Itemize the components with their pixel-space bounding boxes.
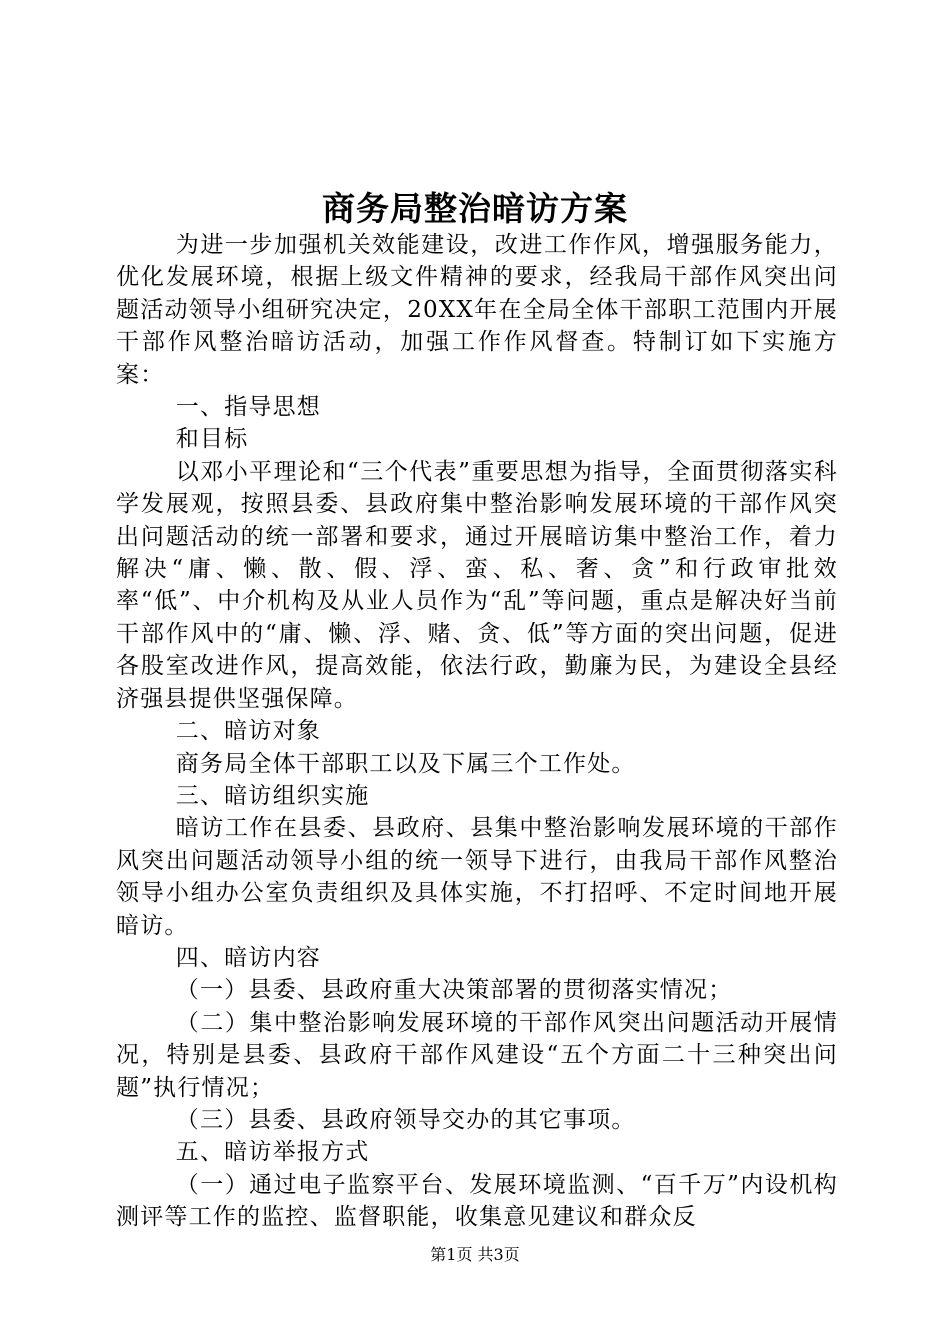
content-item-1: （一）县委、县政府重大决策部署的贯彻落实情况； (175, 977, 733, 1004)
document-body (116, 229, 838, 1234)
page-footer: 第1页 共3页 (430, 1245, 520, 1264)
section-heading-targets: 二、暗访对象 (175, 718, 321, 745)
section-heading-guiding-thought: 一、指导思想 (175, 394, 321, 421)
section-heading-organization: 三、暗访组织实施 (175, 782, 370, 809)
document-title: 商务局整治暗访方案 (322, 189, 628, 228)
guiding-thought-paragraph: 以邓小平理论和“三个代表”重要思想为指导，全面贯彻落实科学发展观，按照县委、县政府集中整治影响发展环境的干部作风突出问题活动的统一部署和要求，通过开展暗访集中整治工作，着力解决“庸、懒、散、假、浮、蛮、私、奢、贪”和行政审批效率“低”、中介机构及从业人员作为“乱”等问题，重点是解决好当前干部作风中的“庸、懒、浮、赌、贪、低”等方面的突出问题，促进各股室改进作风，提高效能，依法行政，勤廉为民，为建设全县经济强县提供坚强保障。 (116, 458, 838, 712)
section-heading-goals: 和目标 (175, 426, 249, 453)
section-heading-content: 四、暗访内容 (175, 944, 321, 971)
targets-paragraph: 商务局全体干部职工以及下属三个工作处。 (175, 750, 636, 777)
organization-paragraph: 暗访工作在县委、县政府、县集中整治影响发展环境的干部作风突出问题活动领导小组的统一领导下进行，由我局干部作风整治领导小组办公室负责组织及具体实施，不打招呼、不定时间地开展暗访。 (116, 815, 838, 939)
content-item-3: （三）县委、县政府领导交办的其它事项。 (175, 1106, 636, 1133)
report-method-item-1: （一）通过电子监察平台、发展环境监测、“百千万”内设机构测评等工作的监控、监督职能，收集意见建议和群众反 (116, 1171, 838, 1231)
content-item-2: （二）集中整治影响发展环境的干部作风突出问题活动开展情况，特别是县委、县政府干部作风建设“五个方面二十三种突出问题”执行情况； (116, 1009, 838, 1101)
intro-paragraph: 为进一步加强机关效能建设，改进工作作风，增强服务能力，优化发展环境，根据上级文件精神的要求，经我局干部作风突出问题活动领导小组研究决定，20XX年在全局全体干部职工范围内开展干部作风整治暗访活动，加强工作作风督查。特制订如下实施方案： (116, 232, 838, 388)
section-heading-report-methods: 五、暗访举报方式 (175, 1139, 370, 1166)
